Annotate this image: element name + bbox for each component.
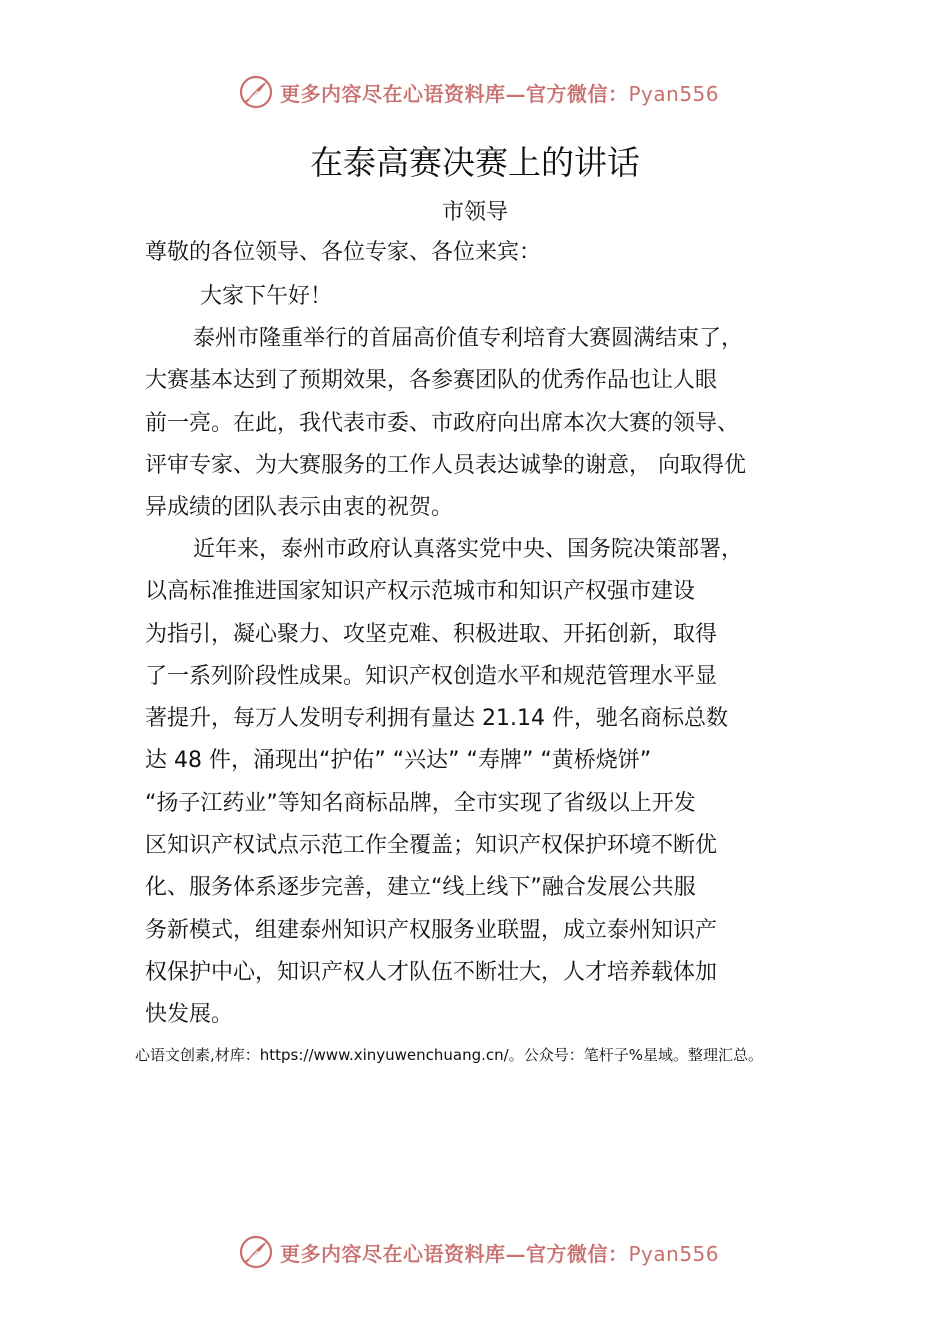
- banner-wechat-id: Pyan556: [628, 1242, 720, 1266]
- salutation: 尊敬的各位领导、各位专家、各位来宾：: [145, 240, 542, 265]
- paragraph-line: 近年来，泰州市政府认真落实党中央、国务院决策部署，: [193, 537, 744, 562]
- paragraph-2: [145, 529, 825, 1037]
- paragraph-line: 异成绩的团队表示由衷的祝贺。: [145, 495, 454, 521]
- paragraph-line: 了一系列阶段性成果。知识产权创造水平和规范管理水平显: [145, 663, 718, 689]
- paragraph-line: 以高标准推进国家知识产权示范城市和知识产权强市建设: [145, 579, 696, 605]
- banner-slogan: 更多内容尽在心语资料库—官方微信：: [280, 1242, 629, 1266]
- paragraph-line: 权保护中心，知识产权人才队伍不断壮大，人才培养载体加: [145, 959, 718, 985]
- paragraph-line: 著提升，每万人发明专利拥有量达 21.14 件，驰名商标总数: [145, 706, 728, 732]
- paragraph-line: 区知识产权试点示范工作全覆盖；知识产权保护环境不断优: [145, 833, 718, 859]
- banner-text: [280, 78, 719, 107]
- banner-slogan: 更多内容尽在心语资料库—官方微信：: [280, 82, 629, 106]
- header-banner: [0, 72, 950, 112]
- paragraph-line: 评审专家、为大赛服务的工作人员表达诚挚的谢意， 向取得优: [145, 452, 746, 478]
- paragraph-line: 大赛基本达到了预期效果，各参赛团队的优秀作品也让人眼: [145, 368, 718, 394]
- paragraph-line: 泰州市隆重举行的首届高价值专利培育大赛圆满结束了，: [193, 326, 744, 351]
- footer-banner: [0, 1232, 950, 1272]
- greeting: 大家下午好！: [200, 284, 333, 309]
- paragraph-line: 达 48 件，涌现出“护佑” “兴达” “寿牌” “黄桥烧饼”: [145, 748, 652, 774]
- paragraph-1: [145, 318, 825, 529]
- source-note: 心语文创素,材库：https://www.xinyuwenchuang.cn/。公众号：笔杆子%星域。整理汇总。: [135, 1046, 763, 1064]
- banner-wechat-id: Pyan556: [628, 82, 720, 106]
- document-author: 市领导: [441, 200, 508, 225]
- paragraph-line: 快发展。: [145, 1002, 234, 1028]
- paragraph-line: “扬子江药业”等知名商标品牌，全市实现了省级以上开发: [145, 790, 696, 816]
- quill-logo-icon: [238, 74, 274, 110]
- quill-logo-icon: [238, 1234, 274, 1270]
- paragraph-line: 为指引，凝心聚力、攻坚克难、积极进取、开拓创新，取得: [145, 621, 718, 647]
- paragraph-line: 前一亮。在此，我代表市委、市政府向出席本次大赛的领导、: [145, 410, 740, 436]
- document-title: 在泰高赛决赛上的讲话: [310, 143, 640, 182]
- banner-text: [280, 1238, 719, 1267]
- paragraph-line: 务新模式，组建泰州知识产权服务业联盟，成立泰州知识产: [145, 917, 718, 943]
- paragraph-line: 化、服务体系逐步完善，建立“线上线下”融合发展公共服: [145, 875, 696, 901]
